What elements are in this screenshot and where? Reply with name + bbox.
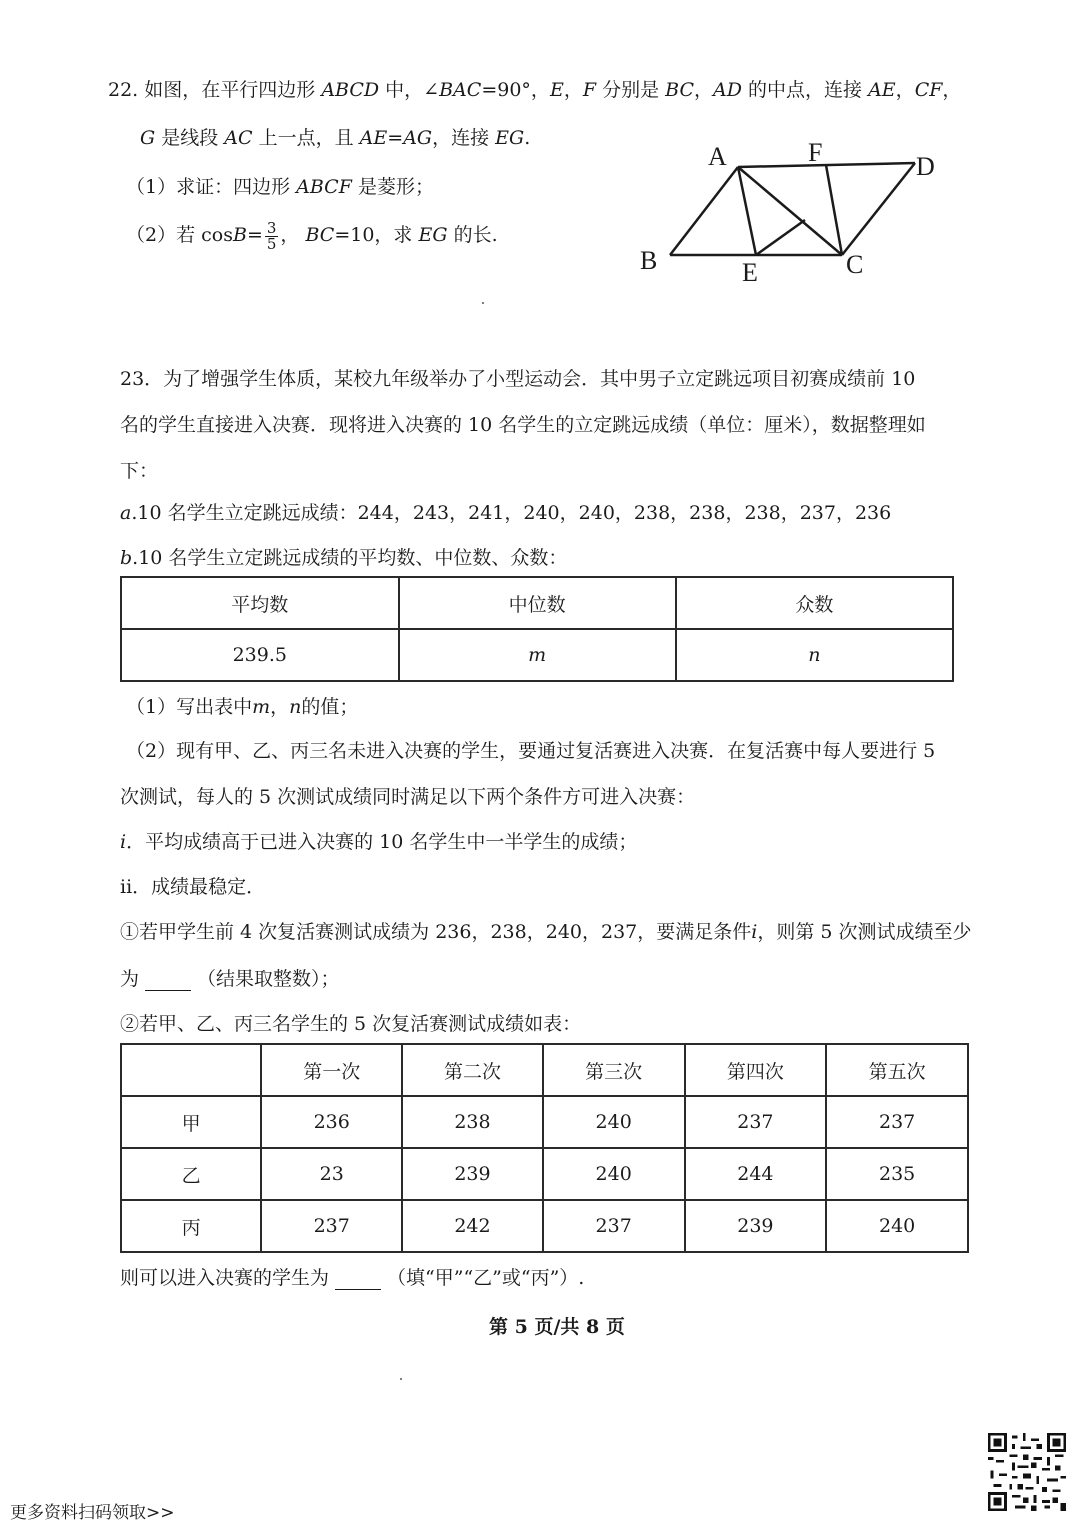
answer-blank[interactable] <box>335 1271 381 1290</box>
score-cell: 240 <box>543 1148 685 1200</box>
footer-link[interactable]: 更多资料扫码领取>> <box>10 1503 175 1523</box>
score-header-cell <box>121 1044 261 1096</box>
stats-header-row <box>121 577 953 629</box>
q23-sub1-line2: 为 （结果取整数）； <box>120 968 340 990</box>
q23-final: 则可以进入决赛的学生为 （填“甲”“乙”或“丙”）. <box>120 1267 585 1289</box>
score-cell: 235 <box>826 1148 968 1200</box>
stats-header-cell: 众数 <box>676 577 953 629</box>
score-cell: 237 <box>685 1096 827 1148</box>
q23-intro-line1: 23．为了增强学生体质，某校九年级举办了小型运动会．其中男子立定跳远项目初赛成绩前 10 <box>120 368 916 390</box>
label-b: B <box>640 246 658 275</box>
label-e: E <box>742 258 758 287</box>
score-header-cell: 第五次 <box>826 1044 968 1096</box>
score-cell: 237 <box>261 1200 402 1252</box>
score-row-jia <box>121 1096 968 1148</box>
q23-sub2: ②若甲、乙、丙三名学生的 5 次复活赛测试成绩如表： <box>120 1013 582 1035</box>
label-a: A <box>708 142 727 171</box>
score-header-cell: 第三次 <box>543 1044 685 1096</box>
parallelogram-figure <box>630 135 950 290</box>
q23-data-a: a.10 名学生立定跳远成绩：244，243，241，240，240，238，238，238，237，236 <box>120 502 892 524</box>
label-d: D <box>916 152 935 181</box>
score-row-yi <box>121 1148 968 1200</box>
score-header-cell: 第四次 <box>685 1044 827 1096</box>
score-row-bing <box>121 1200 968 1252</box>
label-f: F <box>808 138 823 167</box>
score-header-cell: 第二次 <box>402 1044 543 1096</box>
segment-ba <box>670 167 738 255</box>
score-cell: 丙 <box>121 1200 261 1252</box>
score-cell: 240 <box>543 1096 685 1148</box>
score-header-row <box>121 1044 968 1096</box>
q22-part1: （1）求证：四边形 ABCF 是菱形； <box>126 176 434 198</box>
q23-condition-ii: ii．成绩最稳定． <box>120 876 266 898</box>
answer-blank[interactable] <box>145 972 191 991</box>
q22-line2: G 是线段 AC 上一点，且 AE=AG，连接 EG. <box>140 127 531 149</box>
scan-speck <box>482 302 484 304</box>
score-header-cell: 第一次 <box>261 1044 402 1096</box>
segment-eg <box>756 220 805 255</box>
score-cell: 244 <box>685 1148 827 1200</box>
label-c: C <box>846 250 864 279</box>
q23-part2-line2: 次测试，每人的 5 次测试成绩同时满足以下两个条件方可进入决赛： <box>120 786 696 808</box>
score-cell: 237 <box>826 1096 968 1148</box>
qr-code[interactable] <box>988 1433 1066 1511</box>
q22-line1: 22. 如图，在平行四边形 ABCD 中，∠BAC=90°，E，F 分别是 BC，AD 的中点，连接 AE，CF， <box>108 79 962 101</box>
page-number: 第 5 页/共 8 页 <box>489 1316 625 1338</box>
q23-condition-i: i．平均成绩高于已进入决赛的 10 名学生中一半学生的成绩； <box>120 831 638 853</box>
stats-header-cell: 中位数 <box>399 577 676 629</box>
stats-value-cell: m <box>399 629 676 681</box>
q23-intro-line3: 下： <box>120 460 159 482</box>
stats-value-cell: 239.5 <box>121 629 399 681</box>
score-cell: 23 <box>261 1148 402 1200</box>
segment-dc <box>842 163 915 255</box>
score-cell: 236 <box>261 1096 402 1148</box>
q23-intro-line2: 名的学生直接进入决赛．现将进入决赛的 10 名学生的立定跳远成绩（单位：厘米），数据整理如 <box>120 414 926 436</box>
score-cell: 乙 <box>121 1148 261 1200</box>
stats-table <box>120 576 954 682</box>
q23-part2-line1: （2）现有甲、乙、丙三名未进入决赛的学生，要通过复活赛进入决赛．在复活赛中每人要进行 5 <box>126 740 936 762</box>
q23-data-b: b.10 名学生立定跳远成绩的平均数、中位数、众数： <box>120 547 568 569</box>
score-table <box>120 1043 969 1253</box>
q22-part2: （2）若 cosB= $\frac{3}{5}$ ， BC=10，求 EG 的长. <box>126 218 498 253</box>
fraction: $\frac{3}{5}$ <box>266 218 277 253</box>
score-cell: 242 <box>402 1200 543 1252</box>
score-cell: 237 <box>543 1200 685 1252</box>
stats-value-cell: n <box>676 629 953 681</box>
q23-part1: （1）写出表中m，n的值； <box>126 696 359 718</box>
segment-fc <box>826 165 842 255</box>
score-cell: 239 <box>685 1200 827 1252</box>
score-cell: 239 <box>402 1148 543 1200</box>
stats-value-row <box>121 629 953 681</box>
q23-sub1-line1: ①若甲学生前 4 次复活赛测试成绩为 236，238，240，237，要满足条件i，则第 5 次测试成绩至少 <box>120 921 972 943</box>
score-cell: 240 <box>826 1200 968 1252</box>
score-cell: 238 <box>402 1096 543 1148</box>
score-cell: 甲 <box>121 1096 261 1148</box>
stats-header-cell: 平均数 <box>121 577 399 629</box>
scan-speck <box>400 1378 402 1380</box>
